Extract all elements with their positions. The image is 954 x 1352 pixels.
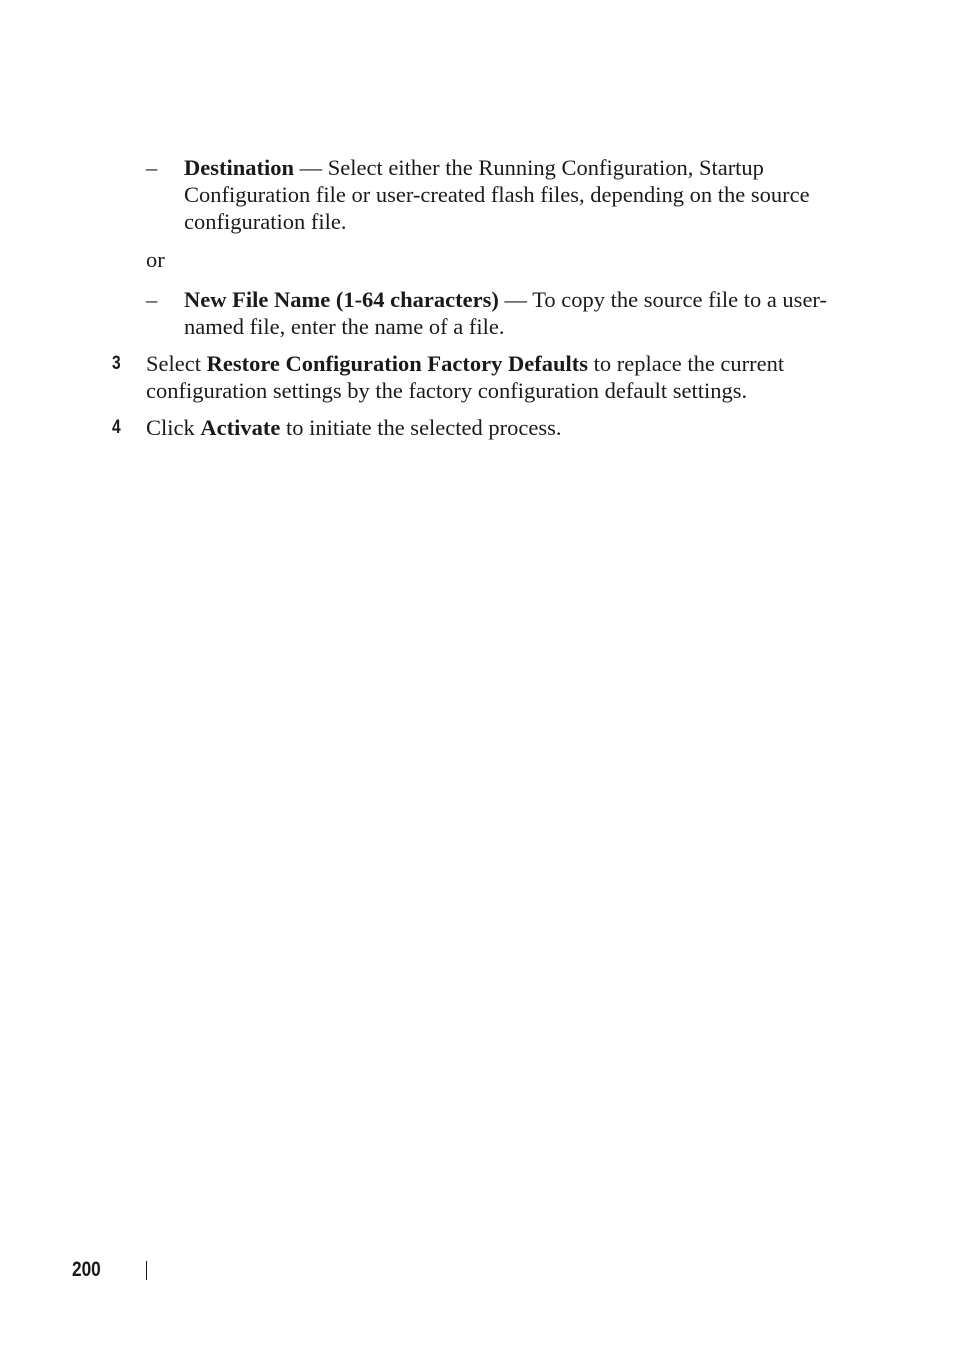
new-file-name-item: [184, 286, 844, 340]
footer-divider: [146, 1261, 147, 1280]
step-4-description: to initiate the selected process.: [280, 415, 562, 440]
step-number: 4: [112, 417, 121, 438]
new-file-name-description: — To copy the source file to a user-named file, enter the name of a file.: [184, 287, 827, 339]
new-file-name-term: New File Name (1-64 characters): [184, 287, 499, 312]
list-dash-marker: –: [146, 287, 158, 312]
step-4-text: [146, 414, 846, 441]
activate-term: Activate: [200, 415, 281, 440]
destination-description: — Select either the Running Configuration, Startup Configuration file or user-created flash files, depending on the source configuration file.: [184, 155, 810, 234]
destination-term: Destination: [184, 155, 295, 180]
step-3-lead: Select: [146, 351, 207, 376]
step-number: 3: [112, 353, 121, 374]
list-dash-marker: –: [146, 155, 158, 180]
step-3-description: to replace the current configuration settings by the factory configuration default settings.: [146, 351, 785, 403]
step-3-text: [146, 350, 846, 404]
destination-item: [184, 154, 844, 235]
restore-defaults-term: Restore Configuration Factory Defaults: [206, 351, 588, 376]
page-number: 200: [72, 1258, 101, 1281]
step-4-lead: Click: [146, 415, 201, 440]
or-separator: or: [146, 247, 165, 272]
